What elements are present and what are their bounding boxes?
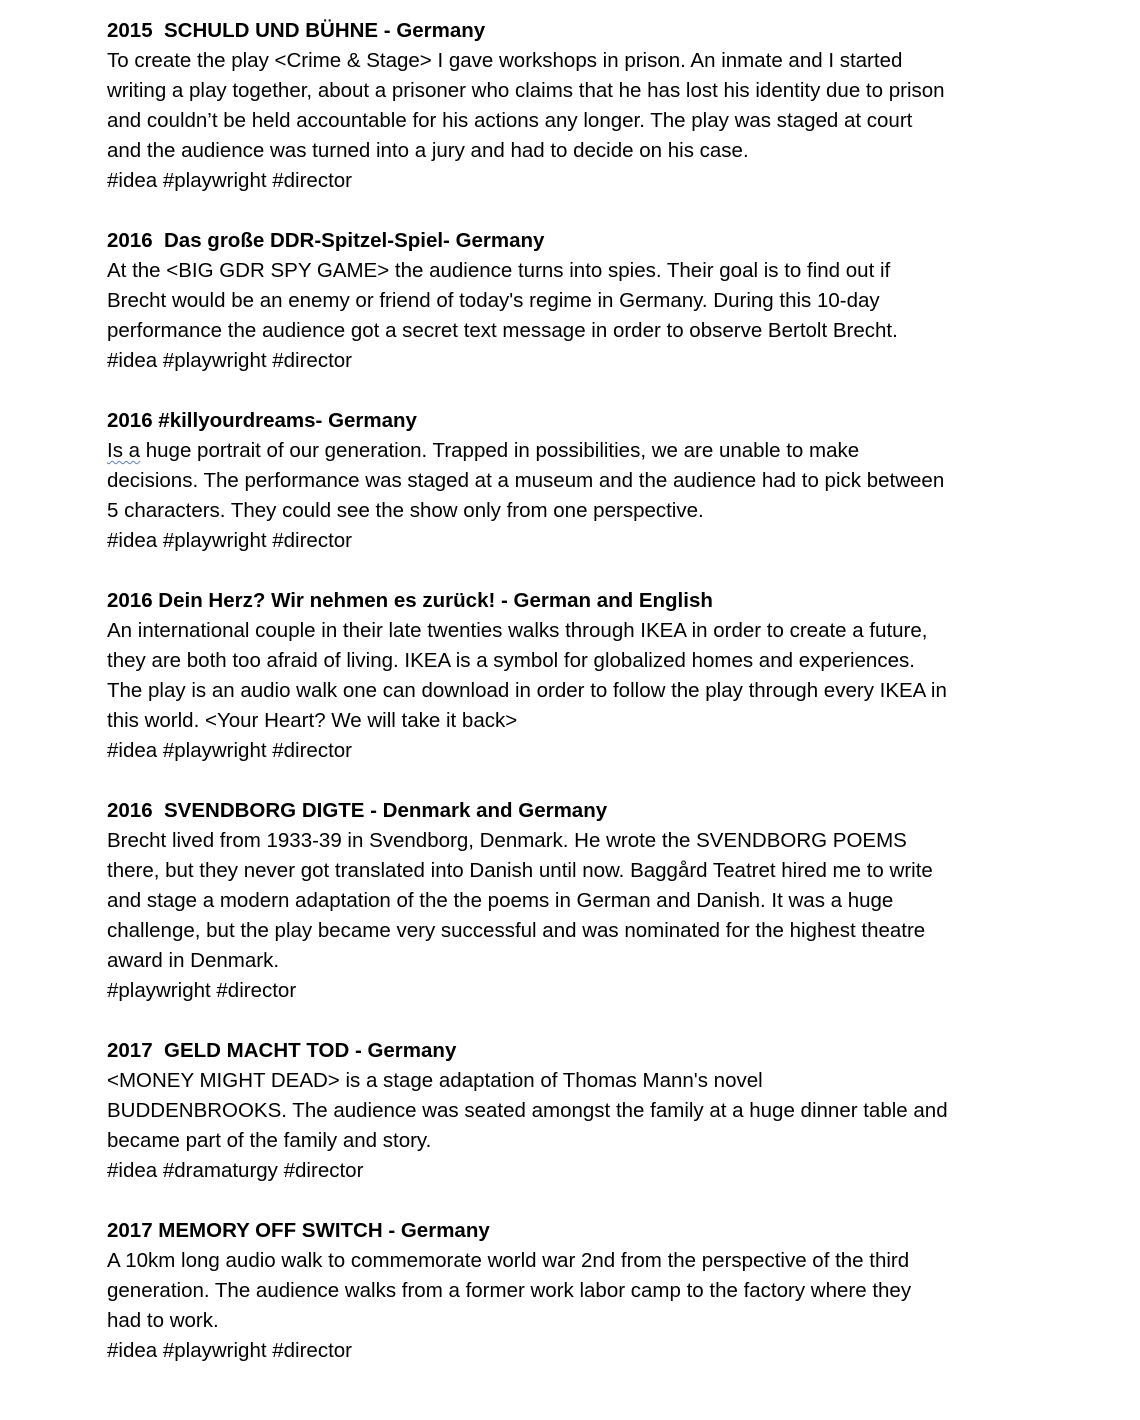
entry-title: 2016 Dein Herz? Wir nehmen es zurück! - German and English [107,589,713,612]
entry-text-line: Brecht lived from 1933-39 in Svendborg, Denmark. He wrote the SVENDBORG POEMS [107,829,907,852]
entry-text-line: award in Denmark. [107,949,280,972]
entry-text-line: challenge, but the play became very successful and was nominated for the highest theatre [107,919,926,942]
entry-title: 2017 MEMORY OFF SWITCH - Germany [107,1219,490,1242]
entry [107,226,1117,376]
entry-text-line: An international couple in their late twenties walks through IKEA in order to create a future, [107,619,928,642]
entry-text-line: <MONEY MIGHT DEAD> is a stage adaptation of Thomas Mann's novel [107,1069,763,1092]
entry-tags: #playwright #director [107,979,297,1002]
entry-tags: #idea #playwright #director [107,349,352,372]
spellcheck-marked-text[interactable]: Is a [107,439,141,462]
entry-tags: #idea #playwright #director [107,1339,352,1362]
entry-tags: #idea #playwright #director [107,739,352,762]
entry-text-line: 5 characters. They could see the show only from one perspective. [107,499,704,522]
entry-tags: #idea #playwright #director [107,529,352,552]
entry [107,586,1117,766]
entry-text-span: huge portrait of our generation. Trapped in possibilities, we are unable to make [140,439,860,462]
entry-title: 2015 SCHULD UND BÜHNE - Germany [107,19,486,42]
entry [107,1036,1117,1186]
entry [107,796,1117,1006]
entry-tags: #idea #playwright #director [107,169,352,192]
entry-text-line: decisions. The performance was staged at a museum and the audience had to pick between [107,469,945,492]
entry-title: 2016 Das große DDR-Spitzel-Spiel- Germany [107,229,545,252]
entry-text-line: they are both too afraid of living. IKEA is a symbol for globalized homes and experiences. [107,649,915,672]
entry-text-line: At the <BIG GDR SPY GAME> the audience turns into spies. Their goal is to find out if [107,259,891,282]
entry [107,406,1117,556]
entry-text-line: and the audience was turned into a jury and had to decide on his case. [107,139,749,162]
entry-text-line: To create the play <Crime & Stage> I gave workshops in prison. An inmate and I started [107,49,903,72]
entry-text-line: performance the audience got a secret text message in order to observe Bertolt Brecht. [107,319,898,342]
entry-text-line: there, but they never got translated into Danish until now. Baggård Teatret hired me to write [107,859,933,882]
entry-text-line: this world. <Your Heart? We will take it back> [107,709,518,732]
entry-text-line: BUDDENBROOKS. The audience was seated amongst the family at a huge dinner table and [107,1099,948,1122]
entry [107,1216,1117,1366]
entry-tags: #idea #dramaturgy #director [107,1159,364,1182]
entry-text-line: writing a play together, about a prisoner who claims that he has lost his identity due to prison [107,79,945,102]
entry-text-line: Brecht would be an enemy or friend of today's regime in Germany. During this 10-day [107,289,880,312]
entry-title: 2016 SVENDBORG DIGTE - Denmark and Germany [107,799,608,822]
entry-text-line: became part of the family and story. [107,1129,432,1152]
entry-title: 2016 #killyourdreams- Germany [107,409,417,432]
entry-text-line: The play is an audio walk one can download in order to follow the play through every IKEA in [107,679,947,702]
entry-title: 2017 GELD MACHT TOD - Germany [107,1039,457,1062]
entry [107,16,1117,196]
entry-text-line: had to work. [107,1309,219,1332]
entry-text-line: and couldn’t be held accountable for his actions any longer. The play was staged at court [107,109,913,132]
entry-text-line [107,436,1117,466]
entry-text-line: and stage a modern adaptation of the the poems in German and Danish. It was a huge [107,889,894,912]
entry-text-line: A 10km long audio walk to commemorate world war 2nd from the perspective of the third [107,1249,910,1272]
entry-text-line: generation. The audience walks from a former work labor camp to the factory where they [107,1279,912,1302]
document-body [107,16,1117,1396]
